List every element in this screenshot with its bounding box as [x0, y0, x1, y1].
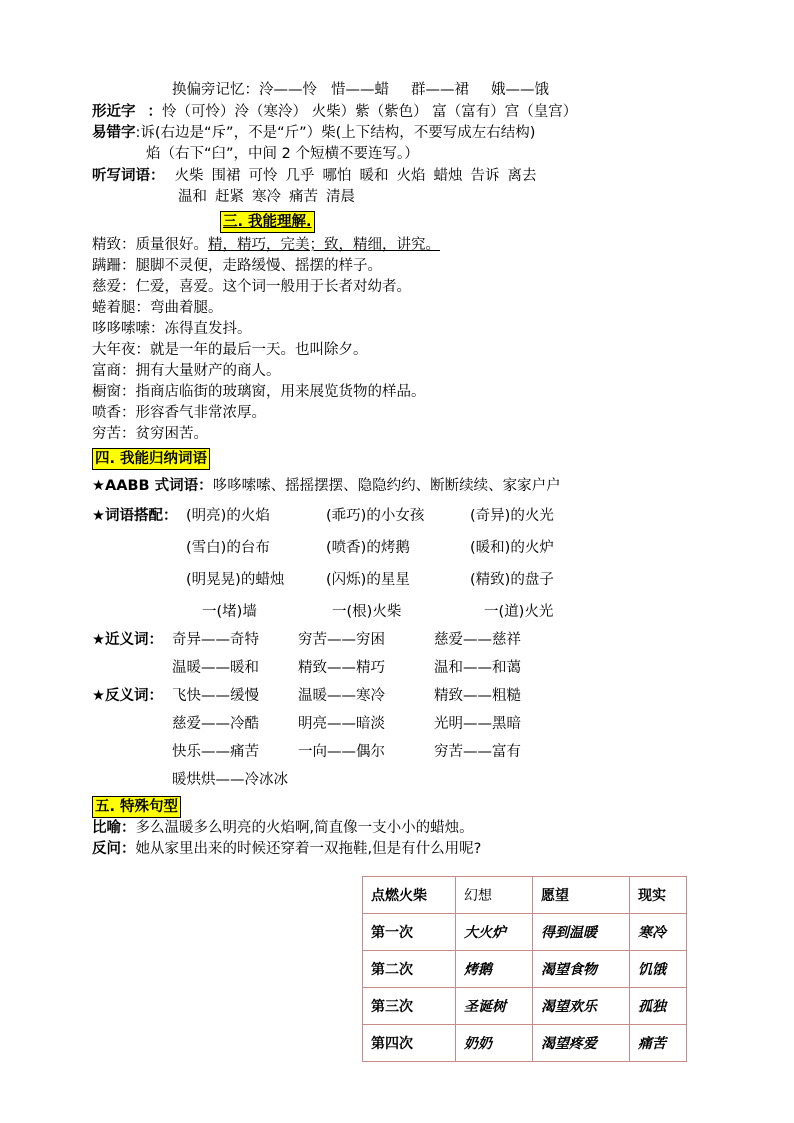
table-cell: 痛苦 — [630, 1025, 687, 1062]
definition-item — [92, 424, 208, 444]
definition-item — [92, 340, 368, 360]
synonym-pair: 奇异——奇特 — [172, 632, 259, 648]
antonym-pair: 温暖——寒冷 — [298, 688, 385, 704]
table-cell: 烤鹅 — [456, 951, 533, 988]
section5-title-wrap — [92, 796, 181, 818]
dictation-word: 离去 — [507, 168, 537, 184]
collocation-item: 一(道)火光 — [484, 604, 554, 620]
definition-item — [92, 319, 252, 339]
synonym-pair: 精致——精巧 — [298, 660, 385, 676]
dictation-line-1 — [92, 166, 537, 186]
dictation-word: 蜡烛 — [433, 168, 463, 184]
antonym-pair: 一向——偶尔 — [298, 744, 385, 760]
table-cell: 饥饿 — [630, 951, 687, 988]
table-cell: 大火炉 — [456, 914, 533, 951]
dictation-word: 火柴 — [174, 168, 204, 184]
definition-term: 慈爱： — [92, 279, 136, 295]
collocation-item: (奇异)的火光 — [470, 508, 554, 524]
dictation-word: 清晨 — [326, 189, 355, 205]
rhetorical-text: 她从家里出来的时候还穿着一双拖鞋,但是有什么用呢? — [135, 841, 482, 857]
section3-title-wrap — [220, 211, 315, 233]
error-prone-line — [92, 123, 535, 143]
error-prone-line-2 — [146, 144, 419, 164]
error-prone-label: 易错字 — [92, 125, 136, 141]
section5-title: 五. 特殊句型 — [92, 796, 181, 818]
aabb-label: ★AABB 式词语： — [92, 478, 213, 494]
synonym-pair: 慈爱——慈祥 — [434, 632, 521, 648]
metaphor-text: 多么温暖多么明亮的火焰啊,简直像一支小小的蜡烛。 — [135, 820, 474, 836]
collocation-label: ★词语搭配： — [92, 508, 178, 524]
antonym-pair: 精致——粗糙 — [434, 688, 521, 704]
section4-title-wrap — [92, 448, 210, 470]
table-cell: 第二次 — [363, 951, 456, 988]
table-cell: 渴望疼爱 — [533, 1025, 630, 1062]
similar-chars-colon: ： — [147, 104, 162, 120]
definition-item — [92, 403, 266, 423]
collocation-item: (雪白)的台布 — [186, 540, 270, 556]
table-row — [363, 951, 687, 988]
dictation-word: 赶紧 — [215, 189, 244, 205]
collocation-item: (精致)的盘子 — [470, 572, 554, 588]
definition-text: 仁爱，喜爱。这个词一般用于长者对幼者。 — [135, 279, 411, 295]
aabb-text: 哆哆嗦嗦、摇摇摆摆、隐隐约约、断断续续、家家户户 — [212, 478, 561, 494]
table-cell: 寒冷 — [630, 914, 687, 951]
synonym-pair: 温暖——暖和 — [172, 660, 259, 676]
antonym-pair: 光明——黑暗 — [434, 716, 521, 732]
similar-chars-text: 怜（可怜）泠（寒泠） 火柴）紫（紫色） 富（富有）宫（皇宫） — [162, 104, 578, 120]
definition-term: 精致： — [92, 237, 136, 253]
definition-term: 穷苦： — [92, 426, 136, 442]
definition-text-underlined: 精，精巧，完美；致，精细，讲究。 — [208, 237, 440, 253]
section3-title: 三. 我能理解. — [220, 211, 315, 233]
aabb-line — [92, 476, 561, 496]
definition-item — [92, 382, 426, 402]
table-cell: 渴望欢乐 — [533, 988, 630, 1025]
collocation-item: 一(堵)墙 — [202, 604, 257, 620]
table-cell: 第三次 — [363, 988, 456, 1025]
definition-term: 蜷着腿： — [92, 300, 150, 316]
definition-text: 就是一年的最后一天。也叫除夕。 — [150, 342, 368, 358]
definition-term: 大年夜： — [92, 342, 150, 358]
antonym-pair: 慈爱——冷酷 — [172, 716, 259, 732]
table-cell: 得到温暖 — [533, 914, 630, 951]
antonym-pair: 暖烘烘——冷冰冰 — [172, 772, 288, 788]
similar-chars-label: 形近字 — [92, 104, 136, 120]
table-cell: 圣诞树 — [456, 988, 533, 1025]
definition-text: 形容香气非常浓厚。 — [135, 405, 266, 421]
definition-item — [92, 361, 281, 381]
dictation-word: 围裙 — [211, 168, 241, 184]
table-cell: 奶奶 — [456, 1025, 533, 1062]
table-cell: 孤独 — [630, 988, 687, 1025]
definition-term: 蹒跚： — [92, 258, 136, 274]
collocation-item: (闪烁)的星星 — [326, 572, 410, 588]
definition-text: 拥有大量财产的商人。 — [135, 363, 281, 379]
dictation-word: 痛苦 — [289, 189, 318, 205]
radical-memory-label: 换偏旁记忆： — [172, 82, 259, 98]
antonym-pair: 飞快——缓慢 — [172, 688, 259, 704]
metaphor-line — [92, 818, 474, 838]
table-header-cell: 幻想 — [456, 877, 533, 914]
dictation-word: 告诉 — [470, 168, 500, 184]
definition-term: 喷香： — [92, 405, 136, 421]
dictation-word: 温和 — [178, 189, 207, 205]
rhetorical-line — [92, 839, 481, 859]
antonyms-label: ★反义词： — [92, 688, 163, 704]
table-header-row — [363, 877, 687, 914]
table-cell: 第四次 — [363, 1025, 456, 1062]
definition-term: 哆哆嗦嗦： — [92, 321, 165, 337]
synonym-pair: 穷苦——穷困 — [298, 632, 385, 648]
metaphor-label: 比喻： — [92, 820, 136, 836]
antonym-pair: 穷苦——富有 — [434, 744, 521, 760]
radical-pair: 群——裙 — [411, 82, 469, 98]
definition-text: 弯曲着腿。 — [150, 300, 223, 316]
table-row — [363, 1025, 687, 1062]
radical-pair: 娥——饿 — [491, 82, 549, 98]
dictation-word: 暖和 — [359, 168, 389, 184]
synonyms-label: ★近义词： — [92, 632, 163, 648]
dictation-word: 可怜 — [248, 168, 278, 184]
radical-memory-line — [172, 80, 549, 100]
antonym-pair: 明亮——暗淡 — [298, 716, 385, 732]
radical-pair: 惜——蜡 — [331, 82, 389, 98]
definition-text: 指商店临街的玻璃窗，用来展览货物的样品。 — [135, 384, 426, 400]
definition-text: 腿脚不灵便，走路缓慢、摇摆的样子。 — [135, 258, 382, 274]
collocation-item: (乖巧)的小女孩 — [326, 508, 425, 524]
dictation-word: 哪怕 — [322, 168, 352, 184]
table-cell: 渴望食物 — [533, 951, 630, 988]
table-header-cell: 愿望 — [533, 877, 630, 914]
definition-item — [92, 256, 382, 276]
collocation-item: 一(根)火柴 — [332, 604, 402, 620]
definition-text: 冻得直发抖。 — [164, 321, 252, 337]
definition-item — [92, 235, 440, 255]
dictation-label: 听写词语： — [92, 168, 165, 184]
table-cell: 第一次 — [363, 914, 456, 951]
definition-term: 富商： — [92, 363, 136, 379]
dictation-word: 火焰 — [396, 168, 426, 184]
definition-item — [92, 298, 223, 318]
antonym-pair: 快乐——痛苦 — [172, 744, 259, 760]
definition-text: 质量很好。 — [135, 237, 208, 253]
rhetorical-label: 反问： — [92, 841, 136, 857]
section4-title: 四. 我能归纳词语 — [92, 448, 210, 470]
collocation-item: (明亮)的火焰 — [186, 508, 270, 524]
table-header-cell: 现实 — [630, 877, 687, 914]
collocation-item: (暖和)的火炉 — [470, 540, 554, 556]
error-prone-text-1: :诉(右边是“斥”，不是“斤”）柴(上下结构，不要写成左右结构) — [135, 125, 536, 141]
error-prone-text-2: 焰（右下“臼”，中间 2 个短横不要连写。） — [146, 146, 419, 162]
definition-term: 橱窗： — [92, 384, 136, 400]
similar-chars-line — [92, 102, 577, 122]
dictation-word: 几乎 — [285, 168, 315, 184]
table-row — [363, 988, 687, 1025]
definition-item — [92, 277, 411, 297]
dictation-line-2 — [178, 187, 355, 207]
table-header-cell: 点燃火柴 — [363, 877, 456, 914]
match-lighting-table — [362, 876, 687, 1062]
synonym-pair: 温和——和蔼 — [434, 660, 521, 676]
collocation-item: (喷香)的烤鹅 — [326, 540, 410, 556]
collocation-item: (明晃晃)的蜡烛 — [186, 572, 285, 588]
dictation-word: 寒冷 — [252, 189, 281, 205]
definition-text: 贫穷困苦。 — [135, 426, 208, 442]
radical-pair: 泠——怜 — [259, 82, 317, 98]
table-row — [363, 914, 687, 951]
